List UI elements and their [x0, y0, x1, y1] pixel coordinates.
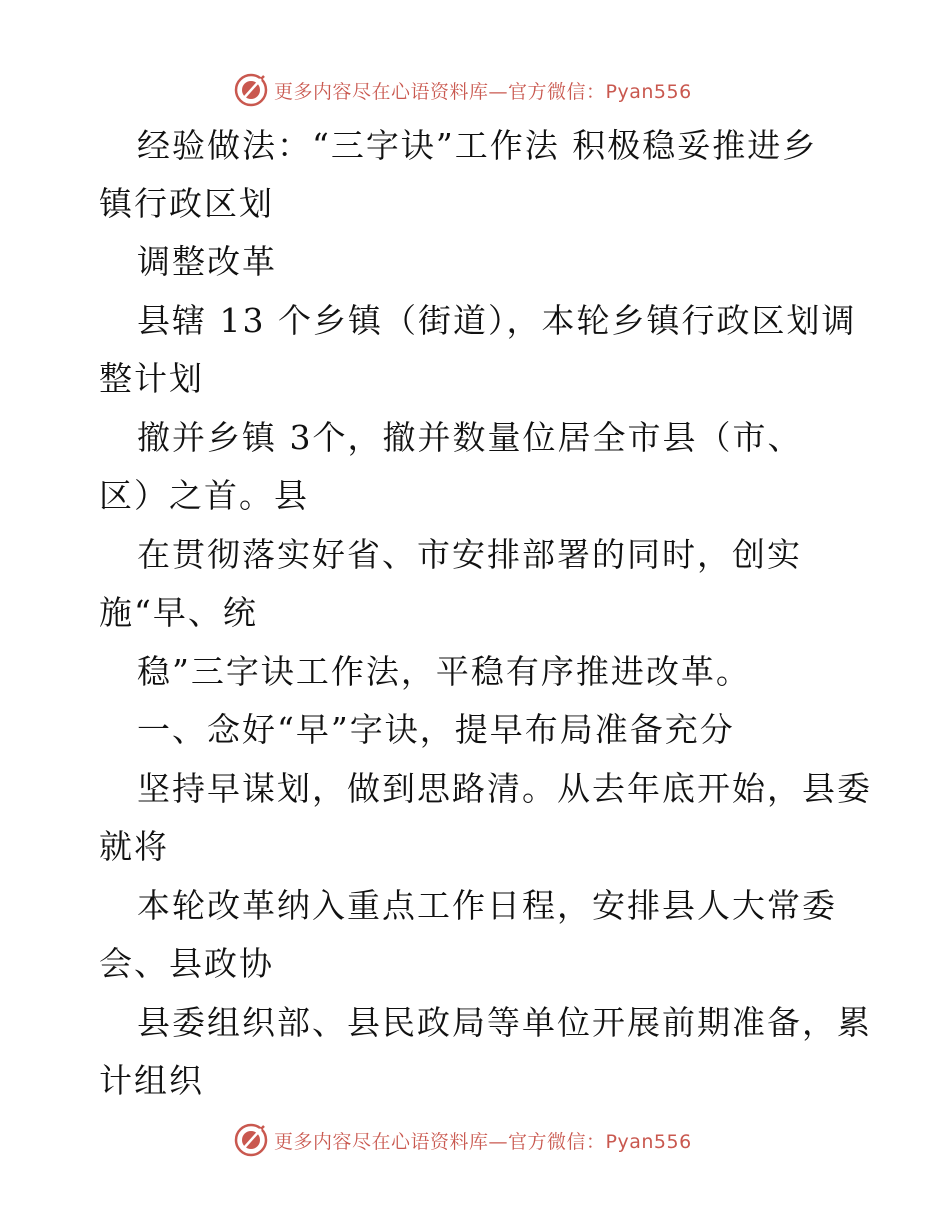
text-line: 在贯彻落实好省、市安排部署的同时，创实 — [137, 535, 802, 574]
watermark-wechat-id: Pyan556 — [605, 1130, 692, 1153]
watermark-wechat-id: Pyan556 — [605, 80, 692, 103]
quill-seal-icon — [234, 1123, 268, 1157]
text-line: 撤并乡镇 3个，撤并数量位居全市县（市、 — [137, 418, 803, 457]
watermark-text: 更多内容尽在心语资料库—官方微信： — [274, 80, 606, 103]
footer-watermark — [234, 1122, 692, 1158]
quill-seal-icon — [234, 73, 268, 107]
header-watermark — [234, 72, 692, 108]
text-line: 整计划 — [99, 359, 204, 398]
watermark-text: 更多内容尽在心语资料库—官方微信： — [274, 1130, 606, 1153]
text-line: 施“早、统 — [99, 593, 258, 632]
text-line: 一、念好“早”字诀，提早布局准备充分 — [137, 710, 735, 749]
text-line: 调整改革 — [137, 242, 277, 281]
text-line: 就将 — [99, 827, 169, 866]
text-line: 计组织 — [99, 1061, 204, 1100]
text-line: 区）之首。县 — [99, 476, 309, 515]
text-line: 会、县政协 — [99, 944, 274, 983]
text-line: 稳”三字诀工作法，平稳有序推进改革。 — [137, 652, 751, 691]
text-line: 县委组织部、县民政局等单位开展前期准备，累 — [137, 1003, 872, 1042]
text-line: 经验做法：“三字诀”工作法 积极稳妥推进乡 — [137, 126, 818, 165]
text-line: 坚持早谋划，做到思路清。从去年底开始，县委 — [137, 769, 872, 808]
text-line: 县辖 13 个乡镇（街道），本轮乡镇行政区划调 — [137, 301, 857, 340]
text-line: 镇行政区划 — [99, 184, 274, 223]
text-line: 本轮改革纳入重点工作日程，安排县人大常委 — [137, 886, 837, 925]
